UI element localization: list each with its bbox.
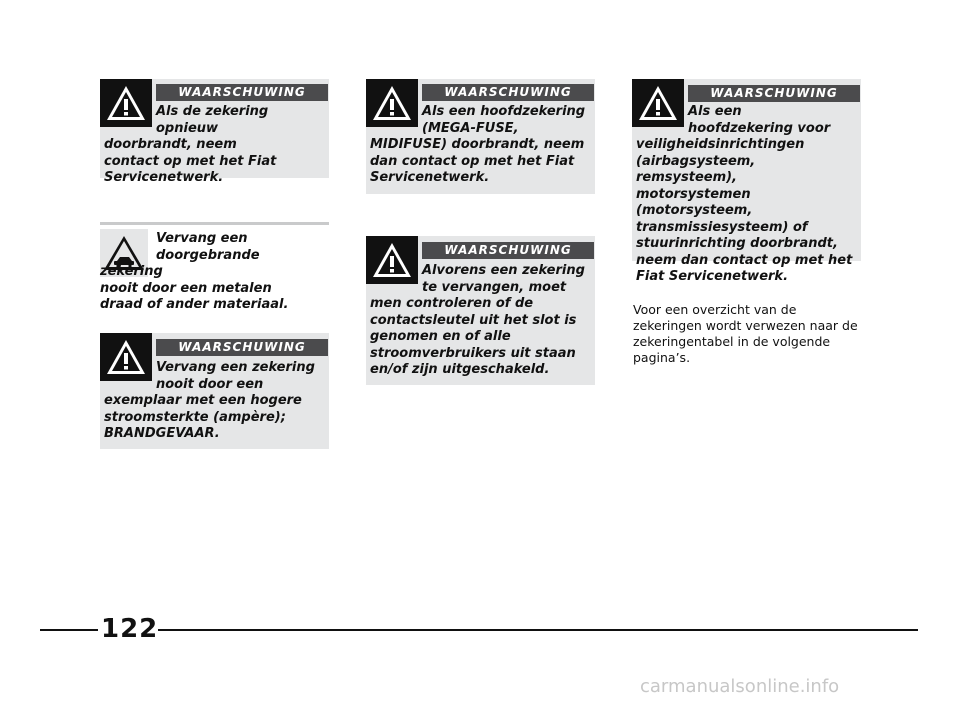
warning-banner: WAARSCHUWING xyxy=(422,84,594,101)
warning-text: Als een hoofdzekering (MEGA-FUSE, MIDIFUSE) doorbrandt, neem dan contact op met het Fiat Servicenetwerk. xyxy=(370,104,586,185)
warning-box-higher-amperage xyxy=(100,333,329,449)
warning-box-safety-fuse xyxy=(632,79,861,284)
warning-text: Als een hoofdzekering voor veiligheidsinrichtingen (airbagsysteem, remsysteem), motorsystemen (motorsysteem, transmissiesysteem) of stuurinrichting doorbrandt, neem dan contact op met het Fiat Servicenetwerk. xyxy=(636,104,853,284)
footer-rule-left xyxy=(40,629,98,631)
warning-banner: WAARSCHUWING xyxy=(688,85,860,102)
page-number: 122 xyxy=(101,614,159,644)
note-text: Vervang een doorgebrande zekering nooit door een metalen draad of ander materiaal. xyxy=(100,231,289,312)
warning-box-repeat-burn xyxy=(100,79,329,185)
note-box-metal-wire xyxy=(100,222,329,312)
warning-box-before-replace xyxy=(366,236,595,385)
warning-banner: WAARSCHUWING xyxy=(156,339,328,356)
warning-text: Vervang een zekering nooit door een exemplaar met een hogere stroomsterkte (ampère); BRANDGEVAAR. xyxy=(104,360,315,441)
watermark: carmanualsonline.info xyxy=(640,676,840,697)
warning-text: Als de zekering opnieuw doorbrandt, neem contact op met het Fiat Servicenetwerk. xyxy=(104,104,277,185)
warning-banner: WAARSCHUWING xyxy=(156,84,328,101)
warning-text: Alvorens een zekering te vervangen, moet men controleren of de contactsleutel uit het slot is genomen en of alle stroomverbruikers uit staan en/of zijn uitgeschakeld. xyxy=(370,263,585,377)
fuse-table-reference-text: Voor een overzicht van de zekeringen wordt verwezen naar de zekeringentabel in de volgende pagina’s. xyxy=(633,302,858,365)
note-top-rule xyxy=(100,222,329,225)
warning-box-main-fuse xyxy=(366,79,595,194)
warning-banner: WAARSCHUWING xyxy=(422,242,594,259)
footer-rule-right xyxy=(158,629,918,631)
